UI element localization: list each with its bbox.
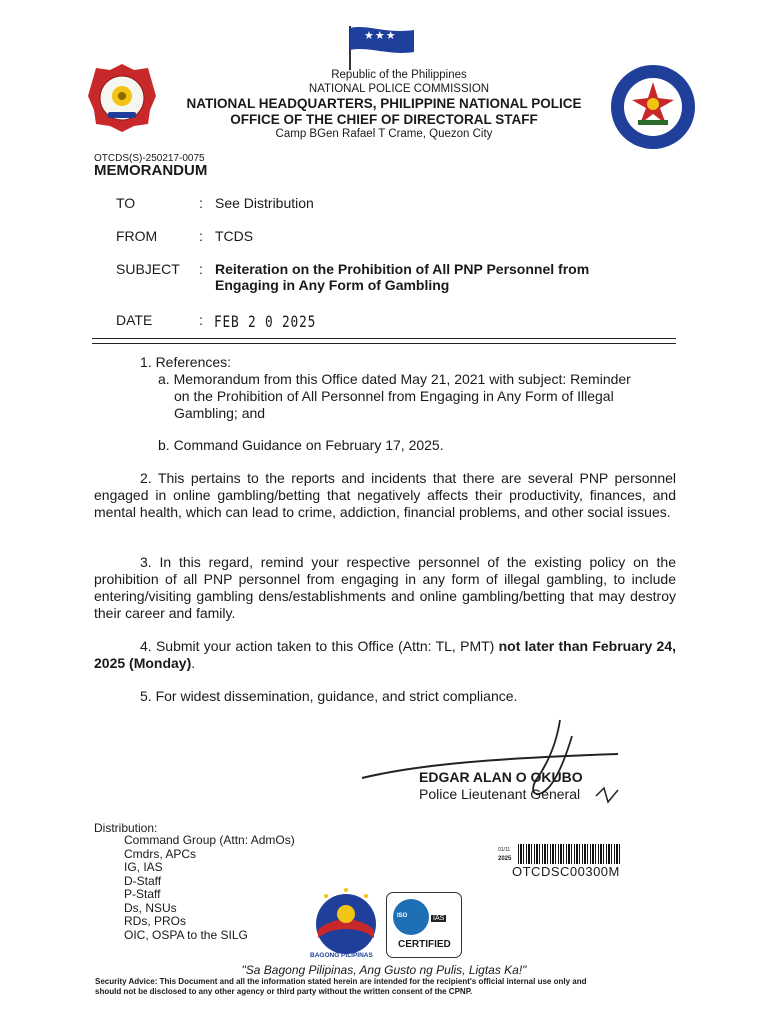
- paragraph-4: [94, 638, 676, 672]
- to-value: See Distribution: [215, 195, 314, 211]
- pnp-flag: [344, 22, 416, 72]
- header-divider: [92, 338, 676, 344]
- hq-line: NATIONAL HEADQUARTERS, PHILIPPINE NATIONAL POLICE: [186, 96, 582, 111]
- signatory-name: EDGAR ALAN O OKUBO: [419, 769, 583, 785]
- reference-a-line-3: Gambling; and: [174, 405, 266, 421]
- reference-b: b. Command Guidance on February 17, 2025.: [158, 437, 444, 453]
- paragraph-4-end: .: [191, 655, 196, 671]
- distribution-item: IG, IAS: [124, 860, 163, 874]
- to-label: TO: [116, 195, 136, 211]
- iso-small-label: ISO: [397, 913, 408, 919]
- distribution-item: OIC, OSPA to the SILG: [124, 927, 248, 942]
- iso-certified-label: CERTIFIED: [398, 939, 451, 950]
- iso-ias-label: IAS: [433, 915, 445, 922]
- subject-colon: :: [199, 261, 203, 277]
- signatory-rank: Police Lieutenant General: [419, 786, 581, 802]
- subject-line-2: Engaging in Any Form of Gambling: [215, 277, 450, 293]
- reference-a-line-1: a. Memorandum from this Office dated May 21, 2021 with subject: Reminder: [158, 371, 631, 387]
- date-colon: :: [199, 312, 203, 328]
- flag-stars: ★★★: [364, 30, 397, 42]
- distribution-item: RDs, PROs: [124, 914, 187, 928]
- office-line: OFFICE OF THE CHIEF OF DIRECTORAL STAFF: [230, 112, 538, 127]
- from-colon: :: [199, 228, 203, 244]
- paragraph-4-deadline: not later than February 24, 2025 (Monday): [94, 638, 676, 671]
- distribution-item: D-Staff: [124, 873, 162, 888]
- barcode-code: OTCDSC00300M: [512, 864, 620, 879]
- distribution-item: P-Staff: [124, 887, 161, 901]
- subject-line-1: Reiteration on the Prohibition of All PNP Personnel from: [215, 261, 590, 277]
- distribution-item: Command Group (Attn: AdmOs): [124, 833, 295, 847]
- iso-certified-badge: [386, 892, 462, 958]
- paragraph-5: 5. For widest dissemination, guidance, and strict compliance.: [140, 688, 518, 704]
- commission-line: NATIONAL POLICE COMMISSION: [308, 83, 490, 95]
- from-label: FROM: [116, 228, 158, 244]
- barcode-year: 2025: [498, 856, 512, 862]
- doc-type: MEMORANDUM: [94, 162, 208, 179]
- subject-label: SUBJECT: [116, 261, 180, 277]
- barcode: [498, 844, 624, 886]
- security-advice-line-1: Security Advice: This Document and all the information stated herein are intended for the recipient's official internal use only and: [95, 977, 587, 986]
- paragraph-3: 3. In this regard, remind your respective personnel of the existing policy on the prohibition of all PNP personnel from engaging in any form of illegal gambling, to include entering/visiting gambling dens/establishments and online gambling/betting that may destroy their career and family.: [94, 554, 676, 621]
- motto: "Sa Bagong Pilipinas, Ang Gusto ng Pulis, Ligtas Ka!": [241, 963, 527, 977]
- distribution-item: Cmdrs, APCs: [124, 846, 197, 861]
- paragraph-4-text: 4. Submit your action taken to this Office (Attn: TL, PMT): [140, 638, 499, 654]
- address-line: Camp BGen Rafael T Crame, Quezon City: [275, 128, 493, 140]
- bagong-pilipinas-logo: [308, 886, 384, 962]
- control-number: OTCDS(S)-250217-0075: [94, 153, 205, 164]
- reference-a-line-2: on the Prohibition of All Personnel from Engaging in Any Form of Illegal: [174, 388, 614, 404]
- date-stamp: FEB 2 0 2025: [214, 312, 317, 331]
- barcode-small-label: 01/11: [498, 847, 511, 853]
- distribution-title: Distribution:: [94, 821, 158, 835]
- distribution-list: [124, 834, 295, 942]
- security-advice-line-2: should not be disclosed to any other agency or third party without the written consent of the CPNP.: [95, 987, 473, 996]
- to-colon: :: [199, 195, 203, 211]
- republic-line: Republic of the Philippines: [331, 69, 467, 81]
- date-label: DATE: [116, 312, 153, 328]
- paragraph-2: 2. This pertains to the reports and incidents that there are several PNP personnel engaged in online gambling/betting that negatively affects their productivity, finances, and mental health, which can lead to crime, addiction, financial problems, and other social issues.: [94, 470, 676, 520]
- from-value: TCDS: [215, 228, 254, 244]
- references-title: 1. References:: [140, 354, 232, 370]
- bagong-pilipinas-label: BAGONG PILIPINAS: [310, 952, 373, 959]
- distribution-item: Ds, NSUs: [124, 900, 177, 915]
